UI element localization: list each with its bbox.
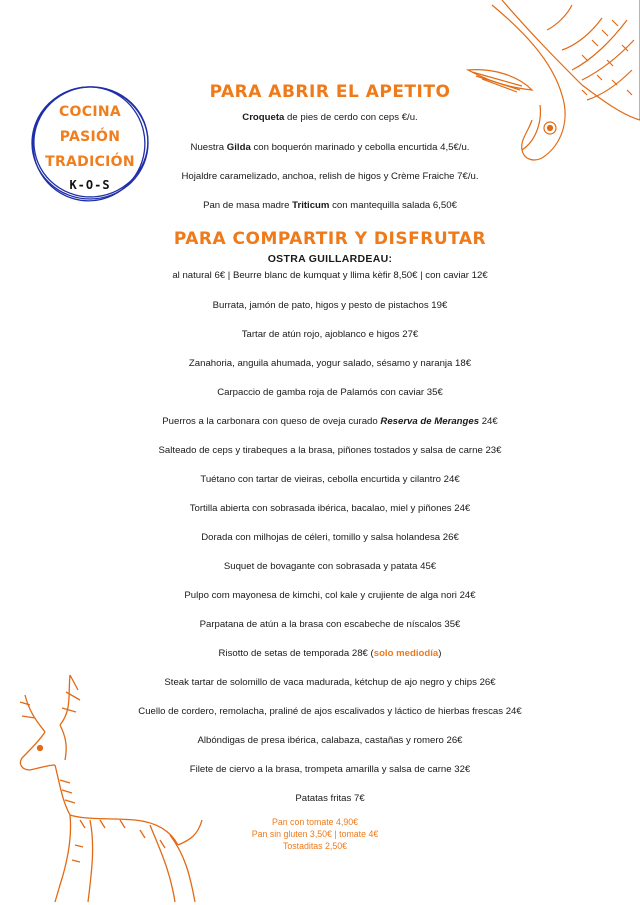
bread-item: Tostaditas 2,50€ [282,841,348,851]
menu-item [0,416,640,428]
item-text: 24€ [479,416,498,427]
logo-line-tradicion: TRADICIÓN [45,154,135,170]
section-title-apetito: PARA ABRIR EL APETITO [209,82,451,102]
item-text: Pan de masa madre [203,200,293,211]
oyster-title: OSTRA GUILLARDEAU: [267,253,393,265]
menu-item: Cuello de cordero, remolacha, praliné de ajos escalivados y láctico de hierbas frescas 24€ [138,706,522,717]
section-title-compartir: PARA COMPARTIR Y DISFRUTAR [173,229,487,249]
logo-line-cocina: COCINA [58,104,121,120]
item-text: con mantequilla salada 6,50€ [329,200,457,211]
item-text: Puerros a la carbonara con queso de oveja curado [162,416,381,427]
item-bold: Croqueta [242,112,285,123]
item-italic: Reserva de Meranges [380,416,480,427]
item-bold: Triticum [292,200,330,211]
logo-brand: K-O-S [69,178,111,192]
menu-item: Tuétano con tartar de vieiras, cebolla encurtida y cilantro 24€ [200,474,460,485]
menu-item: Suquet de bovagante con sobrasada y patata 45€ [223,561,437,572]
menu-item: Pulpo com mayonesa de kimchi, col kale y crujiente de alga nori 24€ [184,590,476,601]
menu-item: Tortilla abierta con sobrasada ibérica, bacalao, miel y piñones 24€ [189,503,471,514]
menu-item [0,112,640,124]
menu-item: Patatas fritas 7€ [295,793,365,804]
item-text: con boquerón marinado y cebolla encurtida 4,5€/u. [250,142,470,153]
item-text: Nuestra [190,142,227,153]
logo-line-pasion: PASIÓN [59,129,121,145]
menu-item [0,171,640,183]
item-text: Risotto de setas de temporada 28€ ( [218,648,374,659]
menu-item: Zanahoria, anguila ahumada, yogur salado, sésamo y naranja 18€ [188,358,472,369]
item-text: ) [438,648,442,659]
menu-item [0,648,640,660]
menu-item [0,200,640,212]
item-note: solo mediodía [373,648,439,659]
menu-item: Steak tartar de solomillo de vaca madurada, kétchup de ajo negro y chips 26€ [164,677,496,688]
menu-item: Tartar de atún rojo, ajoblanco e higos 27€ [241,329,419,340]
menu-item: Burrata, jamón de pato, higos y pesto de pistachos 19€ [212,300,448,311]
bread-item: Pan con tomate 4,90€ [271,817,359,827]
item-text: de pies de cerdo con ceps €/u. [284,112,418,123]
menu-item: Dorada con milhojas de céleri, tomillo y salsa holandesa 26€ [201,532,459,543]
menu-item: Carpaccio de gamba roja de Palamós con caviar 35€ [217,387,443,398]
menu-item: Filete de ciervo a la brasa, trompeta amarilla y salsa de carne 32€ [189,764,471,775]
bread-item: Pan sin gluten 3,50€ | tomate 4€ [251,829,379,839]
menu-item: Albóndigas de presa ibérica, calabaza, castañas y romero 26€ [197,735,463,746]
menu-item [0,142,640,154]
menu-item: Parpatana de atún a la brasa con escabeche de níscalos 35€ [199,619,461,630]
item-text: Hojaldre caramelizado, anchoa, relish de higos y Crème Fraiche 7€/u. [181,171,479,182]
menu-item: Salteado de ceps y tirabeques a la brasa, piñones tostados y salsa de carne 23€ [158,445,502,456]
oyster-line: al natural 6€ | Beurre blanc de kumquat y llima kèfir 8,50€ | con caviar 12€ [172,270,488,281]
item-bold: Gilda [226,142,251,153]
